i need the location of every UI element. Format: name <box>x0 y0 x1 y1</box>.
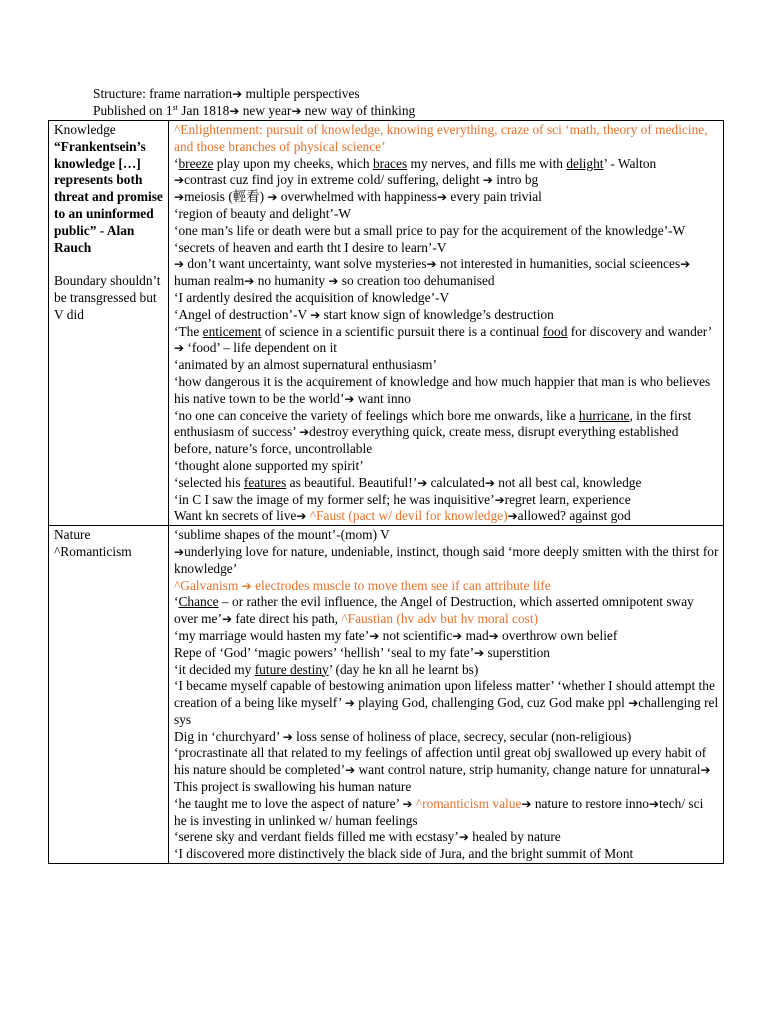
arrow-icon: ➔ <box>232 87 243 101</box>
note-line: ‘it decided my future destiny’ (day he kn all he learnt bs) <box>174 661 479 677</box>
note-line: ‘in C I saw the image of my former self; he was inquisitive’➔regret learn, experience <box>174 491 631 507</box>
arrow-icon: ➔ <box>174 173 185 188</box>
note-line: ^Enlightenment: pursuit of knowledge, knowing everything, craze of sci ‘math, theory of medicine, and those branches of physical science’ <box>174 122 708 154</box>
note-line: ‘The enticement of science in a scientific pursuit there is a continual food for discovery and wander’ <box>174 323 713 339</box>
arrow-icon: ➔ <box>229 103 240 118</box>
note-line: ‘region of beauty and delight’-W <box>174 205 351 221</box>
row-subtitle: ^Romanticism <box>54 543 132 559</box>
note-line: ‘Chance – or rather the evil influence, the Angel of Destruction, which asserted omnipotent sway over me’➔ fate direct his path, ^Faustian (hv adv but hv moral cost) <box>174 594 694 627</box>
note-line: ‘selected his features as beautiful. Beautiful!’➔ calculated➔ not all best cal, knowledge <box>174 474 642 490</box>
arrow-icon: ➔ <box>174 257 185 272</box>
document-header <box>93 86 733 120</box>
row-note: Boundary shouldn’t be transgressed but V did <box>54 273 161 322</box>
arrow-icon: ➔ <box>174 544 185 559</box>
table-row-nature <box>49 526 724 864</box>
note-line: ➔meiosis (輕看) ➔ overwhelmed with happiness➔ every pain trivial <box>174 189 542 205</box>
row-content-cell <box>169 526 724 864</box>
arrow-icon: ➔ <box>402 796 413 811</box>
arrow-icon: ➔ <box>310 307 321 322</box>
note-line: ➔contrast cuz find joy in extreme cold/ suffering, delight ➔ intro bg <box>174 172 539 188</box>
note-line: ➔ don’t want uncertainty, want solve mysteries➔ not interested in humanities, social scieences➔ human realm➔ no humanity ➔ so creation too dehumanised <box>174 256 691 289</box>
note-line: ‘one man’s life or death were but a small price to pay for the acquirement of the knowledge’-W <box>174 222 686 238</box>
arrow-icon: ➔ <box>244 274 255 289</box>
note-line: ‘how dangerous it is the acquirement of knowledge and how much happier that man is who believes his native town to be the world’➔ want inno <box>174 373 711 406</box>
arrow-icon: ➔ <box>488 628 499 643</box>
notes-table <box>48 120 724 864</box>
note-line: ‘I discovered more distinctively the black side of Jura, and the bright summit of Mont <box>174 846 634 862</box>
note-line: ‘I ardently desired the acquisition of knowledge’-V <box>174 289 450 305</box>
arrow-icon: ➔ <box>296 509 307 524</box>
note-line: ‘I became myself capable of bestowing animation upon lifeless matter’ ‘whether I should attempt the creation of a being like myself’ ➔ playing God, challenging God, cuz God make ppl ➔challenging rel sys <box>174 678 719 727</box>
note-line: ‘sublime shapes of the mount’-(mom) V <box>174 527 390 543</box>
arrow-icon: ➔ <box>474 645 485 660</box>
rauch-quote: “Frankentsein’s knowledge […] represents both threat and promise to an uninformed public” - Alan Rauch <box>54 138 163 255</box>
note-line: Want kn secrets of live➔ ^Faust (pact w/ devil for knowledge)➔allowed? against god <box>174 508 631 524</box>
arrow-icon: ➔ <box>507 509 518 524</box>
note-line: ^Galvanism ➔ electrodes muscle to move them see if can attribute life <box>174 577 551 593</box>
note-line: ‘Angel of destruction’-V ➔ start know sign of knowledge’s destruction <box>174 306 554 322</box>
arrow-icon: ➔ <box>482 173 493 188</box>
arrow-icon: ➔ <box>328 274 339 289</box>
arrow-icon: ➔ <box>700 763 711 778</box>
arrow-icon: ➔ <box>282 729 293 744</box>
arrow-icon: ➔ <box>369 628 380 643</box>
note-line: ‘no one can conceive the variety of feelings which bore me onwards, like a hurricane, in the first enthusiasm of success’ ➔destroy everything quick, create mess, disrupt everything established before, nature’s force, uncontrollable <box>174 407 692 457</box>
note-line: ‘my marriage would hasten my fate’➔ not scientific➔ mad➔ overthrow own belief <box>174 627 618 643</box>
note-line: Dig in ‘churchyard’ ➔ loss sense of holiness of place, secrecy, secular (non-religious) <box>174 728 632 744</box>
arrow-icon: ➔ <box>458 830 469 845</box>
arrow-icon: ➔ <box>680 257 691 272</box>
arrow-icon: ➔ <box>345 763 356 778</box>
arrow-icon: ➔ <box>417 475 428 490</box>
note-line: ‘procrastinate all that related to my feelings of affection until great obj swallowed up every habit of his nature should be completed’➔ want control nature, strip humanity, change nature for unnatural➔ This project is swallowing his human nature <box>174 745 711 795</box>
arrow-icon: ➔ <box>174 190 185 205</box>
arrow-icon: ➔ <box>267 190 278 205</box>
arrow-icon: ➔ <box>484 475 495 490</box>
note-line: ‘thought alone supported my spirit’ <box>174 457 364 473</box>
note-line: Repe of ‘God’ ‘magic powers’ ‘hellish’ ‘seal to my fate’➔ superstition <box>174 644 550 660</box>
structure-line: Structure: frame narration➔ multiple perspectives <box>93 86 360 101</box>
arrow-icon: ➔ <box>452 628 463 643</box>
arrow-icon: ➔ <box>648 796 660 811</box>
note-line: ➔underlying love for nature, undeniable, instinct, though said ‘more deeply smitten with the thirst for knowledge’ <box>174 543 719 576</box>
row-content-cell <box>169 121 724 526</box>
published-line: Published on 1st Jan 1818➔ new year➔ new way of thinking <box>93 102 416 118</box>
note-line: ‘serene sky and verdant fields filled me with ecstasy’➔ healed by nature <box>174 829 561 845</box>
arrow-icon: ➔ <box>344 391 355 406</box>
arrow-icon: ➔ <box>436 190 448 205</box>
arrow-icon: ➔ <box>521 796 532 811</box>
arrow-icon: ➔ <box>494 492 505 507</box>
note-line: ‘he taught me to love the aspect of nature’ ➔ ^romanticism value➔ nature to restore inno➔tech/ sci he is investing in unlinked w/ human feelings <box>174 795 704 828</box>
arrow-icon: ➔ <box>241 578 252 593</box>
note-line: ‘secrets of heaven and earth tht I desire to learn’-V <box>174 239 447 255</box>
note-line: ‘animated by an almost supernatural enthusiasm’ <box>174 357 437 373</box>
arrow-icon: ➔ <box>344 696 355 711</box>
arrow-icon: ➔ <box>628 696 639 711</box>
table-row-knowledge <box>49 121 724 526</box>
arrow-icon: ➔ <box>426 257 437 272</box>
note-line: ➔ ‘food’ – life dependent on it <box>174 340 338 356</box>
arrow-icon: ➔ <box>291 103 302 118</box>
note-line: ‘breeze play upon my cheeks, which braces my nerves, and fills me with delight’ - Walton <box>174 155 657 171</box>
row-title: Nature <box>54 527 91 543</box>
arrow-icon: ➔ <box>221 612 233 627</box>
arrow-icon: ➔ <box>299 425 310 440</box>
row-label-cell <box>49 526 169 864</box>
row-title: Knowledge <box>54 122 116 137</box>
row-label-cell <box>49 121 169 526</box>
arrow-icon: ➔ <box>174 341 185 356</box>
